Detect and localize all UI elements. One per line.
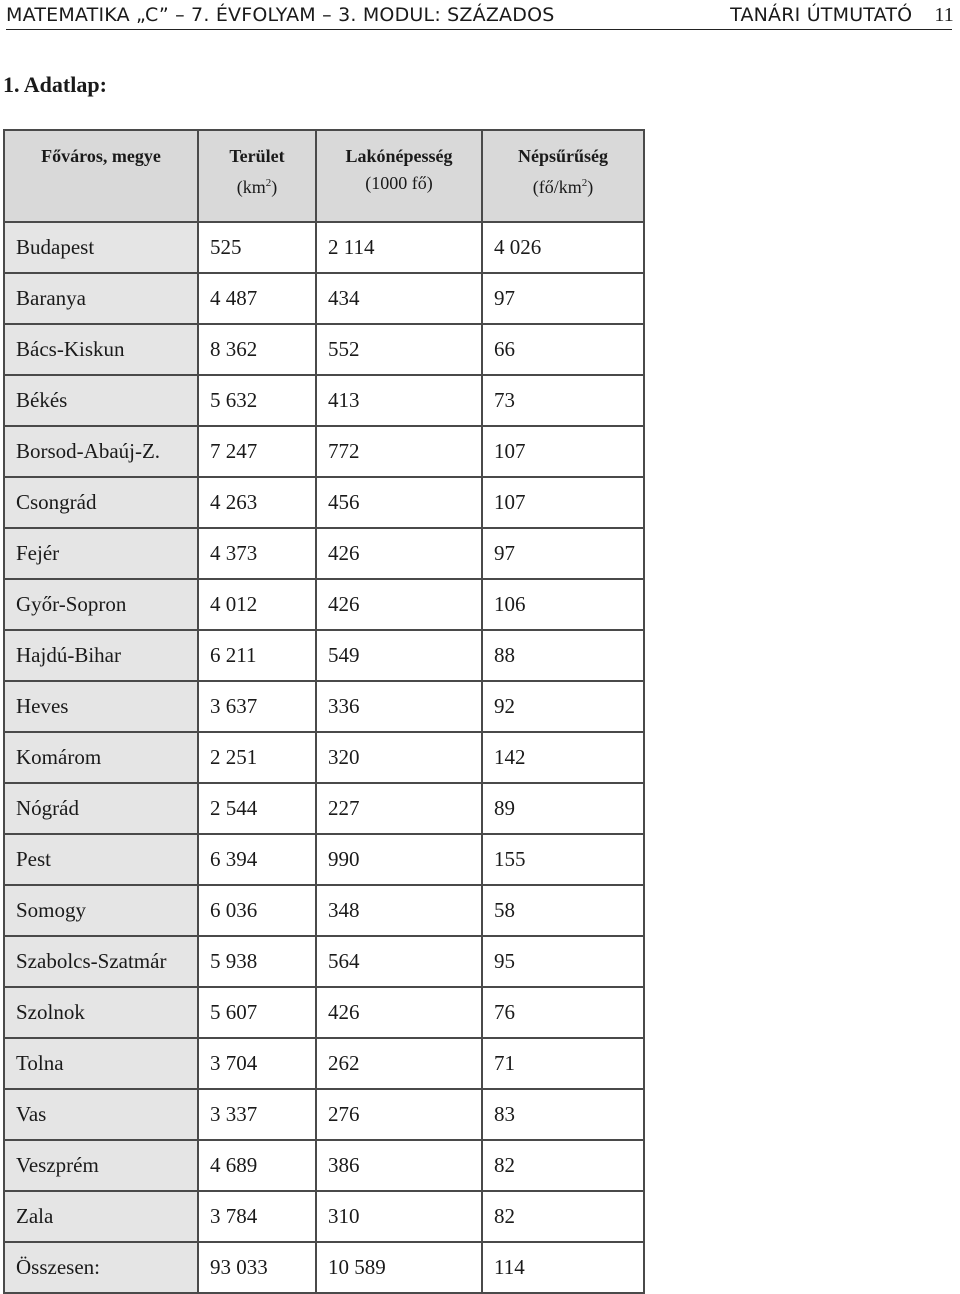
cell-density: 95: [482, 936, 644, 987]
cell-area: 5 632: [198, 375, 316, 426]
cell-density: 71: [482, 1038, 644, 1089]
header-course-title: MATEMATIKA „C” – 7. ÉVFOLYAM – 3. MODUL: SZÁZADOS: [6, 4, 555, 26]
cell-density: 97: [482, 528, 644, 579]
header-divider: [6, 29, 952, 30]
cell-density: 4 026: [482, 222, 644, 273]
cell-population: 426: [316, 528, 482, 579]
section-title: 1. Adatlap:: [3, 72, 107, 97]
cell-population: 262: [316, 1038, 482, 1089]
column-header-area: [198, 130, 316, 222]
cell-county-name: Tolna: [4, 1038, 198, 1089]
table-row: [4, 936, 644, 987]
column-header-population: [316, 130, 482, 222]
cell-population: 310: [316, 1191, 482, 1242]
unit-exponent: 2: [581, 177, 588, 189]
cell-density: 92: [482, 681, 644, 732]
cell-population: 434: [316, 273, 482, 324]
cell-area: 4 487: [198, 273, 316, 324]
cell-population: 413: [316, 375, 482, 426]
cell-density: 73: [482, 375, 644, 426]
cell-county-name: Budapest: [4, 222, 198, 273]
cell-county-name: Összesen:: [4, 1242, 198, 1293]
table-row: [4, 834, 644, 885]
cell-area: 3 637: [198, 681, 316, 732]
cell-density: 114: [482, 1242, 644, 1293]
table-row: [4, 528, 644, 579]
cell-area: 4 689: [198, 1140, 316, 1191]
cell-area: 5 607: [198, 987, 316, 1038]
header-guide-label: TANÁRI ÚTMUTATÓ: [730, 4, 913, 26]
cell-population: 227: [316, 783, 482, 834]
cell-population: 276: [316, 1089, 482, 1140]
page-number: 11: [934, 4, 954, 26]
cell-county-name: Vas: [4, 1089, 198, 1140]
cell-area: 3 704: [198, 1038, 316, 1089]
column-header-density: [482, 130, 644, 222]
unit-tail: ): [587, 177, 594, 197]
table-row: [4, 681, 644, 732]
county-data-table: [3, 129, 645, 1294]
table-total-row: [4, 1242, 644, 1293]
cell-area: 6 394: [198, 834, 316, 885]
unit-exponent: 2: [265, 177, 272, 189]
cell-county-name: Veszprém: [4, 1140, 198, 1191]
cell-area: 8 362: [198, 324, 316, 375]
cell-county-name: Pest: [4, 834, 198, 885]
table-row: [4, 630, 644, 681]
cell-county-name: Somogy: [4, 885, 198, 936]
cell-density: 83: [482, 1089, 644, 1140]
cell-density: 142: [482, 732, 644, 783]
cell-population: 426: [316, 987, 482, 1038]
cell-population: 348: [316, 885, 482, 936]
cell-population: 386: [316, 1140, 482, 1191]
cell-density: 107: [482, 477, 644, 528]
cell-population: 772: [316, 426, 482, 477]
cell-density: 155: [482, 834, 644, 885]
cell-area: 4 373: [198, 528, 316, 579]
table-row: [4, 579, 644, 630]
column-header-label: Lakónépesség: [345, 146, 453, 166]
cell-area: 4 263: [198, 477, 316, 528]
column-header-unit: [199, 170, 315, 201]
cell-area: 6 211: [198, 630, 316, 681]
cell-county-name: Fejér: [4, 528, 198, 579]
table-row: [4, 1089, 644, 1140]
cell-county-name: Csongrád: [4, 477, 198, 528]
cell-population: 549: [316, 630, 482, 681]
cell-county-name: Szabolcs-Szatmár: [4, 936, 198, 987]
cell-county-name: Zala: [4, 1191, 198, 1242]
cell-density: 66: [482, 324, 644, 375]
unit-tail: ): [271, 177, 278, 197]
unit-text: (km: [236, 177, 266, 197]
cell-area: 5 938: [198, 936, 316, 987]
cell-population: 456: [316, 477, 482, 528]
cell-area: 6 036: [198, 885, 316, 936]
cell-density: 58: [482, 885, 644, 936]
page-header: [6, 2, 954, 28]
table-row: [4, 324, 644, 375]
cell-county-name: Baranya: [4, 273, 198, 324]
cell-county-name: Békés: [4, 375, 198, 426]
table-row: [4, 426, 644, 477]
table-row: [4, 222, 644, 273]
table-row: [4, 987, 644, 1038]
cell-density: 76: [482, 987, 644, 1038]
cell-county-name: Borsod-Abaúj-Z.: [4, 426, 198, 477]
table-header: [4, 130, 644, 222]
cell-population: 990: [316, 834, 482, 885]
cell-county-name: Győr-Sopron: [4, 579, 198, 630]
table-body: [4, 222, 644, 1293]
cell-population: 2 114: [316, 222, 482, 273]
cell-area: 93 033: [198, 1242, 316, 1293]
cell-population: 426: [316, 579, 482, 630]
cell-population: 336: [316, 681, 482, 732]
cell-county-name: Bács-Kiskun: [4, 324, 198, 375]
unit-text: (fő/km: [532, 177, 582, 197]
cell-density: 82: [482, 1140, 644, 1191]
cell-density: 89: [482, 783, 644, 834]
table-row: [4, 1140, 644, 1191]
cell-area: 3 337: [198, 1089, 316, 1140]
cell-area: 2 251: [198, 732, 316, 783]
cell-density: 107: [482, 426, 644, 477]
cell-area: 3 784: [198, 1191, 316, 1242]
table-row: [4, 732, 644, 783]
cell-density: 82: [482, 1191, 644, 1242]
cell-county-name: Heves: [4, 681, 198, 732]
cell-population: 552: [316, 324, 482, 375]
header-right: [730, 4, 954, 27]
table-row: [4, 1038, 644, 1089]
column-header-unit: [317, 170, 481, 197]
table-row: [4, 273, 644, 324]
cell-county-name: Komárom: [4, 732, 198, 783]
cell-county-name: Nógrád: [4, 783, 198, 834]
cell-county-name: Hajdú-Bihar: [4, 630, 198, 681]
cell-population: 564: [316, 936, 482, 987]
cell-area: 7 247: [198, 426, 316, 477]
table-row: [4, 783, 644, 834]
unit-text: (1000 fő): [365, 173, 433, 193]
cell-population: 10 589: [316, 1242, 482, 1293]
table-row: [4, 885, 644, 936]
cell-area: 4 012: [198, 579, 316, 630]
column-header-unit: [483, 170, 643, 201]
table-row: [4, 477, 644, 528]
table-row: [4, 375, 644, 426]
column-header-label: Népsűrűség: [517, 146, 608, 166]
cell-density: 97: [482, 273, 644, 324]
cell-density: 106: [482, 579, 644, 630]
table-row: [4, 1191, 644, 1242]
cell-density: 88: [482, 630, 644, 681]
cell-area: 2 544: [198, 783, 316, 834]
column-header-label: Főváros, megye: [41, 146, 161, 166]
cell-population: 320: [316, 732, 482, 783]
cell-county-name: Szolnok: [4, 987, 198, 1038]
column-header-county: [4, 130, 198, 222]
table-header-row: [4, 130, 644, 222]
cell-area: 525: [198, 222, 316, 273]
column-header-label: Terület: [229, 146, 285, 166]
